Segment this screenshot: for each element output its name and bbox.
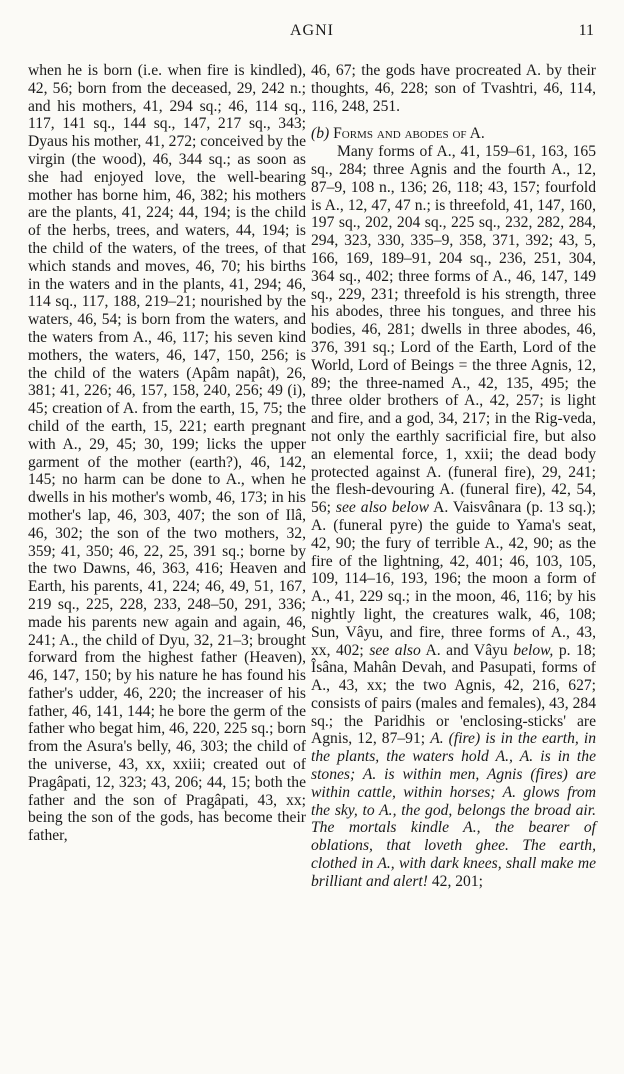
see-also-ref-2: see also — [369, 641, 421, 659]
paragraph-body-4: p. 18; Îsâna, Mahân Devah, and Pasupati, forms of A., 43, xx; the two Agnis, 42, 216, 627; consists of pairs (males and females), 43, 284 sq.; the Paridhis or 'enclosing-sticks' are Agnis, 12, 87–91; — [311, 641, 596, 748]
running-title: AGNI — [290, 22, 334, 39]
quoted-hymn: A. (fire) is in the earth, in the plants, the waters hold A., A. is in the stones; A. is within men, Agnis (fires) are within cattle, within horses; A. glows from the sky, to A., the god, belongs the broad air. The mortals kindle A., the bearer of oblations, that loveth ghee. The earth, clothed in A., with dark knees, shall make me brilliant and alert! — [311, 730, 596, 890]
paragraph-body-2: A. Vaisvânara (p. 13 sq.); A. (funeral pyre) the guide to Yama's seat, 42, 90; the fury of terrible A., 42, 90; as the fire of the lightning, 42, 401; 46, 103, 105, 109, 114–16, 193, 196; the moon a form of A., 41, 229 sq.; in the moon, 46, 116; by his nightly light, the creatures walk, 46, 108; Sun, Vâyu, and fire, three forms of A., 43, xx, 402; — [311, 499, 596, 659]
left-column — [28, 62, 306, 845]
left-column-text: when he is born (i.e. when fire is kindled), 42, 56; born from the deceased, 29, 242 n.; and his mothers, 41, 294 sq.; 46, 114 sq., 117, 141 sq., 144 sq., 147, 217 sq., 343; Dyaus his mother, 41, 272; conceived by the virgin (the wood), 46, 344 sq.; as soon as she had enjoyed love, the well-bearing mother has borne him, 46, 382; his mothers are the plants, 41, 224; 44, 194; is the child of the herbs, trees, and waters, 44, 194; is the child of the waters, of the trees, of that which stands and moves, 46, 70; his births in the waters and in the plants, 41, 294; 46, 114 sq., 117, 188, 219–21; nourished by the waters, 46, 54; is born from the waters, and the waters from A., 46, 117; his seven kind mothers, the waters, 46, 147, 150, 256; is the child of the waters (Apâm napât), 26, 381; 41, 226; 46, 157, 158, 240, 256; 49 (i), 45; creation of A. from the earth, 15, 75; the child of the earth, 15, 221; earth pregnant with A., 29, 45; 30, 199; licks the upper garment of the mother (earth?), 46, 142, 145; no harm can be done to A., when he dwells in his mother's womb, 46, 173; in his mother's lap, 46, 303, 407; the son of Ilâ, 46, 302; the son of the two mothers, 32, 359; 41, 350; 46, 22, 25, 391 sq.; borne by the two Dawns, 46, 363, 416; Heaven and Earth, his parents, 41, 224; 46, 49, 51, 167, 219 sq., 225, 228, 233, 248–50, 291, 336; made his parents new again and again, 46, 241; A., the child of Dyu, 32, 21–3; brought forward from the highest father (Heaven), 46, 147, 150; by his nature he has found his father's udder, 46, 220; the increaser of his father, 46, 141, 144; he bore the germ of the father who begat him, 46, 220, 225 sq.; born from the Asura's belly, 46, 303; the child of the universe, 43, xx, xxiii; created out of Pragâpati, 12, 323; 43, 206; 44, 15; both the father and the son of Pragâpati, 43, xx; being the son of the gods, has become their father, — [28, 62, 306, 845]
right-column — [311, 62, 596, 891]
section-label: (b) — [311, 125, 330, 143]
below-ref: below, — [513, 641, 554, 659]
see-also-ref: see also below — [335, 499, 429, 517]
paragraph-tail: 42, 201; — [431, 872, 483, 890]
page-number: 11 — [578, 22, 594, 39]
section-title: Forms and abodes of A. — [333, 125, 485, 143]
paragraph-body: Many forms of A., 41, 159–61, 163, 165 sq., 284; three Agnis and the fourth A., 12, 87–9, 108 n., 136; 26, 118; 43, 157; fourfold is A., 12, 47, 47 n.; is threefold, 41, 147, 160, 197 sq., 202, 204 sq., 225 sq., 232, 282, 284, 294, 323, 330, 335–9, 358, 371, 392; 43, 5, 166, 169, 189–91, 204 sq., 236, 251, 304, 364 sq., 402; three forms of A., 46, 147, 149 sq., 229, 231; threefold is his strength, three his abodes, three his tongues, and three his bodies, 46, 281; dwells in three abodes, 46, 376, 391 sq.; Lord of the Earth, Lord of the World, Lord of Beings = the three Agnis, 12, 89; the three-named A., 42, 135, 495; the three older brothers of A., 42, 257; is light and fire, and a god, 34, 217; in the Rig-veda, not only the earthly sacrificial fire, but also an elemental force, 1, xxii; the dead body protected against A. (funeral fire), 29, 241; the flesh-devouring A. (funeral fire), 42, 54, 56; — [311, 143, 596, 517]
page-header — [0, 22, 624, 46]
continuation-text: 46, 67; the gods have procreated A. by their thoughts, 46, 228; son of Tvashtri, 46, 114, 116, 248, 251. — [311, 62, 596, 115]
forms-paragraph — [311, 143, 596, 890]
paragraph-body-3: A. and Vâyu — [425, 641, 508, 659]
section-heading — [311, 125, 596, 143]
